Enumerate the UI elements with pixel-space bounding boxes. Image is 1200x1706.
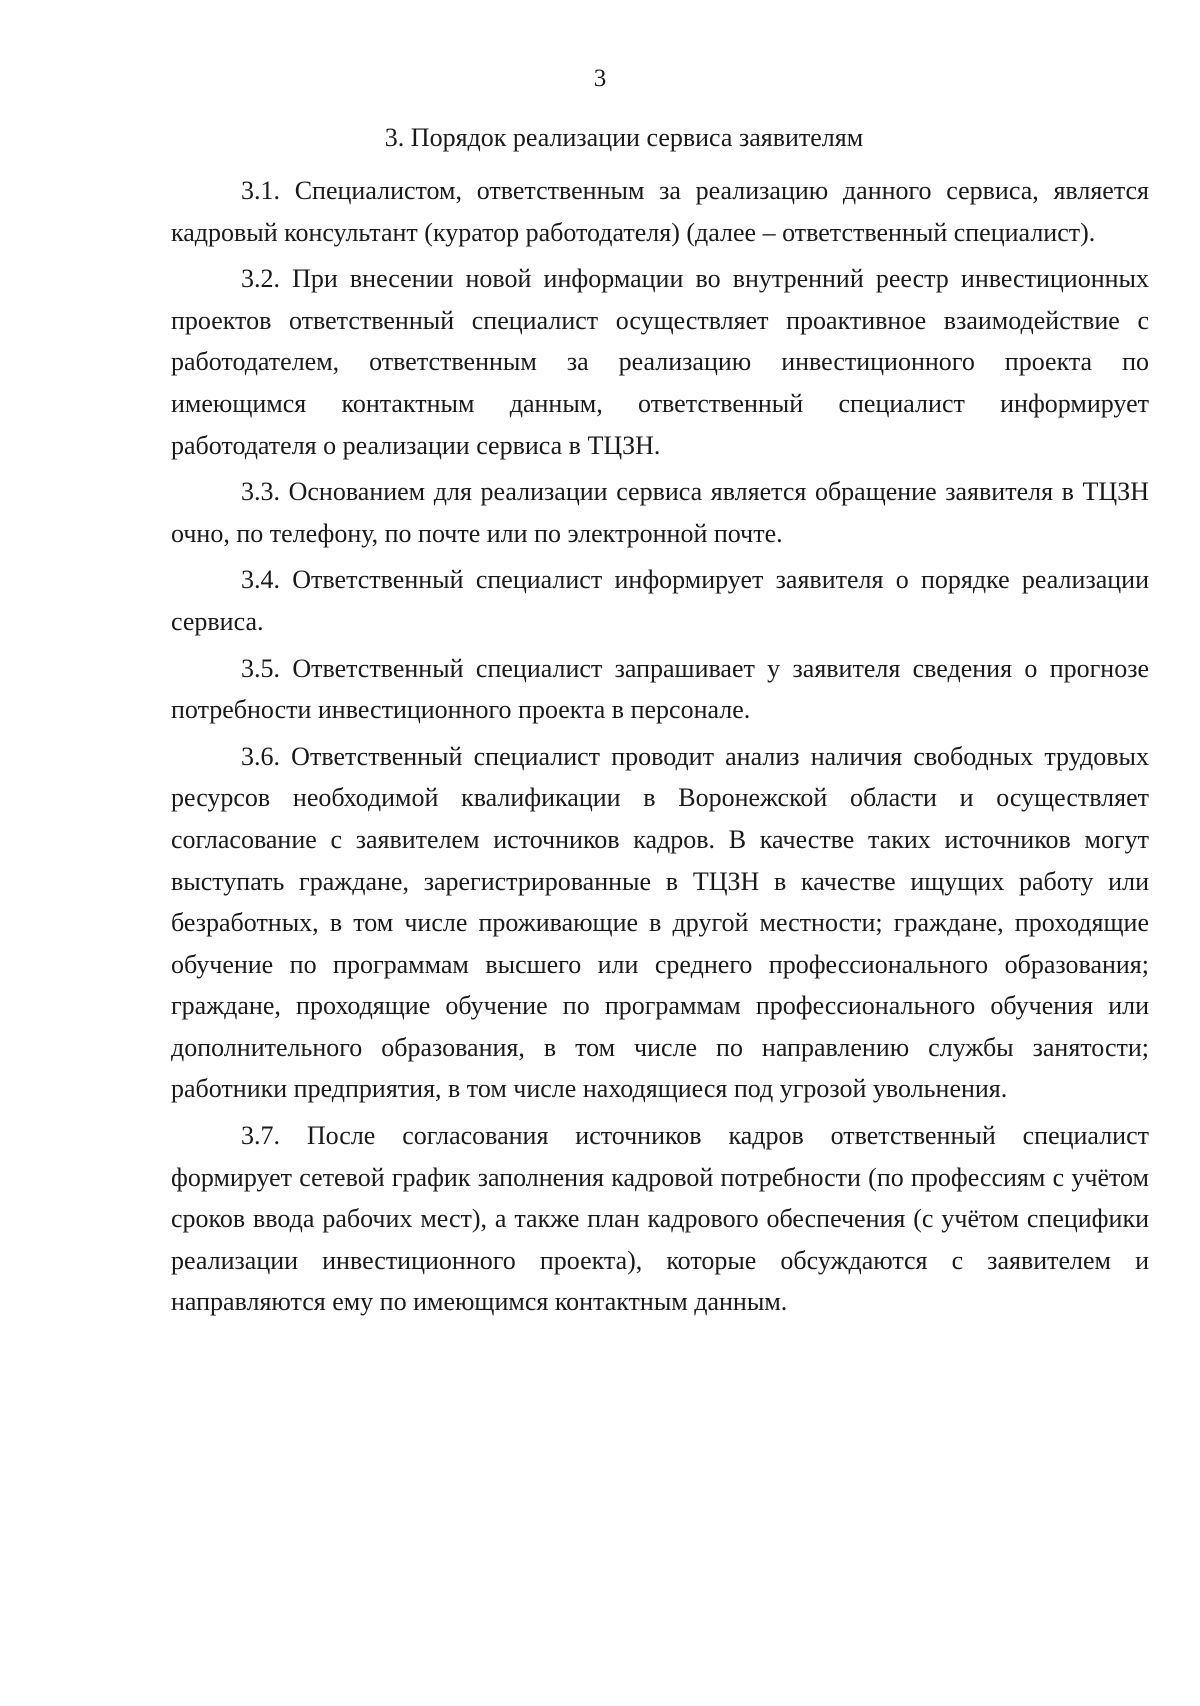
paragraph-3-3: 3.3. Основанием для реализации сервиса является обращение заявителя в ТЦЗН очно, по телефону, по почте или по электронной почте. (171, 477, 1149, 548)
paragraph-3-4: 3.4. Ответственный специалист информирует заявителя о порядке реализации сервиса. (171, 565, 1149, 636)
paragraph-3-1: 3.1. Специалистом, ответственным за реализацию данного сервиса, является кадровый консультант (куратор работодателя) (далее – ответственный специалист). (171, 176, 1149, 247)
paragraph-3-5: 3.5. Ответственный специалист запрашивает у заявителя сведения о прогнозе потребности инвестиционного проекта в персонале. (171, 653, 1149, 725)
paragraph-3-6: 3.6. Ответственный специалист проводит анализ наличия свободных трудовых ресурсов необходимой квалификации в Воронежской области и осуществляет согласование с заявителем источников кадров. В качестве таких источников могут выступать граждане, зарегистрированные в ТЦЗН в качестве ищущих работу или безработных, в том числе проживающие в другой местности; граждане, проходящие обучение по программам высшего или среднего профессионального образования; граждане, проходящие обучение по программам профессионального обучения или дополнительного образования, в том числе по направлению службы занятости; работники предприятия, в том числе находящиеся под угрозой увольнения. (171, 741, 1149, 1104)
page-number: 3 (593, 65, 607, 92)
section-title: 3. Порядок реализации сервиса заявителям (384, 123, 864, 152)
document-body (171, 170, 1149, 1328)
paragraph-3-7: 3.7. После согласования источников кадров ответственный специалист формирует сетевой график заполнения кадровой потребности (по профессиям с учётом сроков ввода рабочих мест), а также план кадрового обеспечения (с учётом специфики реализации инвестиционного проекта), которые обсуждаются с заявителем и направляются ему по имеющимся контактным данным. (171, 1121, 1149, 1317)
paragraph-3-2: 3.2. При внесении новой информации во внутренний реестр инвестиционных проектов ответственный специалист осуществляет проактивное взаимодействие с работодателем, ответственным за реализацию инвестиционного проекта по имеющимся контактным данным, ответственный специалист информирует работодателя о реализации сервиса в ТЦЗН. (171, 264, 1149, 460)
